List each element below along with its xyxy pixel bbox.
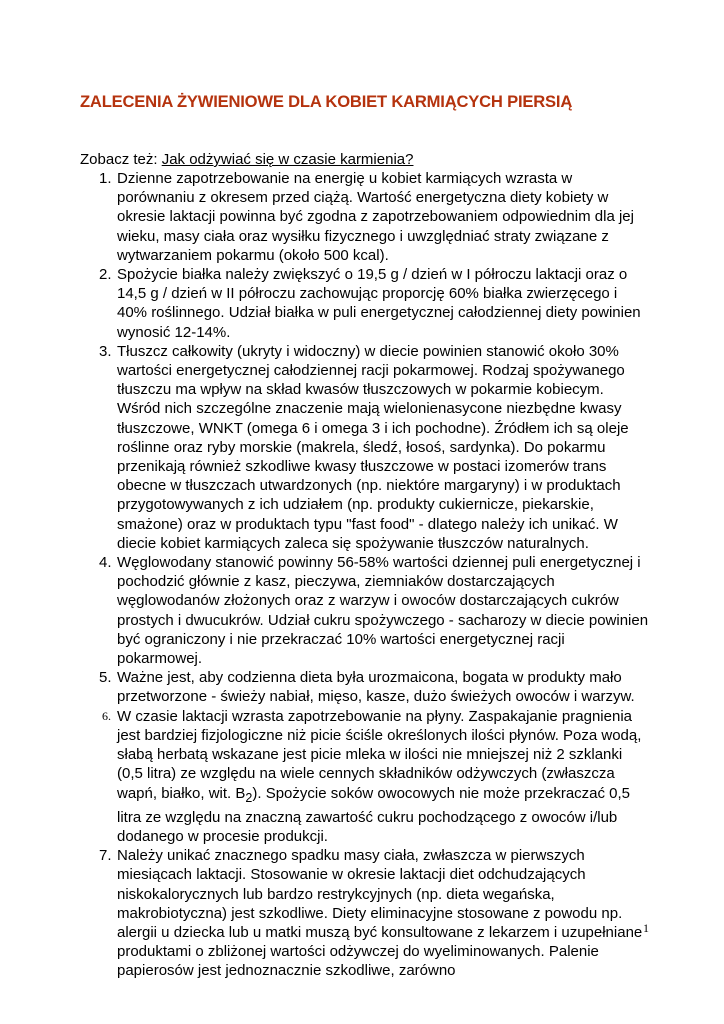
item-text: Ważne jest, aby codzienna dieta była urozmaicona, bogata w produkty mało przetworzone - świeży nabiał, mięso, kasze, dużo świeżych owoców i warzyw. [117,669,635,706]
list-item [80,553,650,668]
item-number: 2. [99,266,112,284]
list-item [80,169,650,265]
item-text-part: ). Spożycie soków owocowych nie może przekraczać 0,5 litra ze względu na znaczną zawartość cukru pochodzącego z owoców i/lub dodanego w procesie produkcji. [117,784,631,845]
document-title: ZALECENIA ŻYWIENIOWE DLA KOBIET KARMIĄCYCH PIERSIĄ [80,92,573,111]
recommendations-list [80,169,650,981]
item-text: Tłuszcz całkowity (ukryty i widoczny) w diecie powinien stanowić około 30% wartości energetycznej całodziennej racji pokarmowej. Rodzaj spożywanego tłuszczu ma wpływ na skład kwasów tłuszczowych w pokarmie kobiecym. Wśród nich szczególne znaczenie mają wielonienasycone niezbędne kwasy tłuszczowe, WNKT (omega 6 i omega 3 i ich pochodne). Źródłem ich są oleje roślinne oraz ryby morskie (makrela, śledź, łosoś, sardynka). Do pokarmu przenikają również szkodliwe kwasy tłuszczowe w postaci izomerów trans obecne w tłuszczach utwardzonych (np. niektóre margaryny) i w produktach przygotowywanych z ich udziałem (np. produkty cukiernicze, piekarskie, smażone) oraz w produktach typu "fast food" - dlatego należy ich unikać. W diecie kobiet karmiących zaleca się spożywanie tłuszczów naturalnych. [117,342,629,552]
item-number: 3. [99,342,112,360]
item-text: Spożycie białka należy zwiększyć o 19,5 g / dzień w I półroczu laktacji oraz o 14,5 g / dzień w II półroczu zachowując proporcję 60% białka zwierzęcego i 40% roślinnego. Udział białka w puli energetycznej całodziennej diety powinien wynosić 12-14%. [117,266,641,341]
item-text: Dzienne zapotrzebowanie na energię u kobiet karmiących wzrasta w porównaniu z okresem przed ciążą. Wartość energetyczna diety kobiety w okresie laktacji powinna być zgodna z zapotrzebowaniem odpowiednim dla jej wieku, masy ciała oraz wysiłku fizycznego i uwzględniać straty związane z wytwarzaniem pokarmu (około 500 kcal). [117,170,634,264]
item-number: 5. [99,669,112,687]
vitamin-subscript: 2 [245,790,253,805]
list-item [80,342,650,553]
item-text-part: W czasie laktacji wzrasta zapotrzebowanie na płyny. Zaspakajanie pragnienia jest bardziej fizjologiczne niż picie ściśle określonych ilości płynów. Poza wodą, słabą herbatą wskazane jest picie mleka w ilości nie mniejszej niż 2 szklanki (0,5 litra) ze względu na wiele cennych składników odżywczych (zwłaszcza wapń, białko, wit. B [117,707,642,802]
item-text: Węglowodany stanowić powinny 56-58% wartości dziennej puli energetycznej i pochodzić głównie z kasz, pieczywa, ziemniaków dostarczających węglowodanów złożonych oraz z warzyw i owoców dostarczających cukrów prostych i dwucukrów. Udział cukru spożywczego - sacharozy w diecie powinien być ograniczony i nie przekraczać 10% wartości energetycznej racji pokarmowej. [117,554,649,668]
see-also-prefix: Zobacz też: [80,151,162,168]
item-number: 6. [102,708,111,723]
item-number: 4. [99,554,112,572]
list-item [80,707,650,846]
item-number: 1. [99,170,112,187]
list-item [80,846,650,980]
page-number: 1 [643,921,649,935]
list-item [80,668,650,706]
list-item [80,265,650,342]
item-text: Należy unikać znacznego spadku masy ciała, zwłaszcza w pierwszych miesiącach laktacji. Stosowanie w okresie laktacji diet odchudzających niskokalorycznych lub bardzo restrykcyjnych (np. dieta wegańska, makrobiotyczna) jest szkodliwe. Diety eliminacyjne stosowane z powodu np. alergii u dziecka lub u matki muszą być konsultowane z lekarzem i uzupełniane produktami o zbliżonej wartości odżywczej do wyeliminowanych. Palenie papierosów jest jednoznacznie szkodliwe, zarówno [117,847,643,980]
see-also-link[interactable]: Jak odżywiać się w czasie karmienia? [161,151,414,168]
see-also-line [80,150,413,169]
item-number: 7. [99,847,112,865]
item-text [117,708,641,845]
